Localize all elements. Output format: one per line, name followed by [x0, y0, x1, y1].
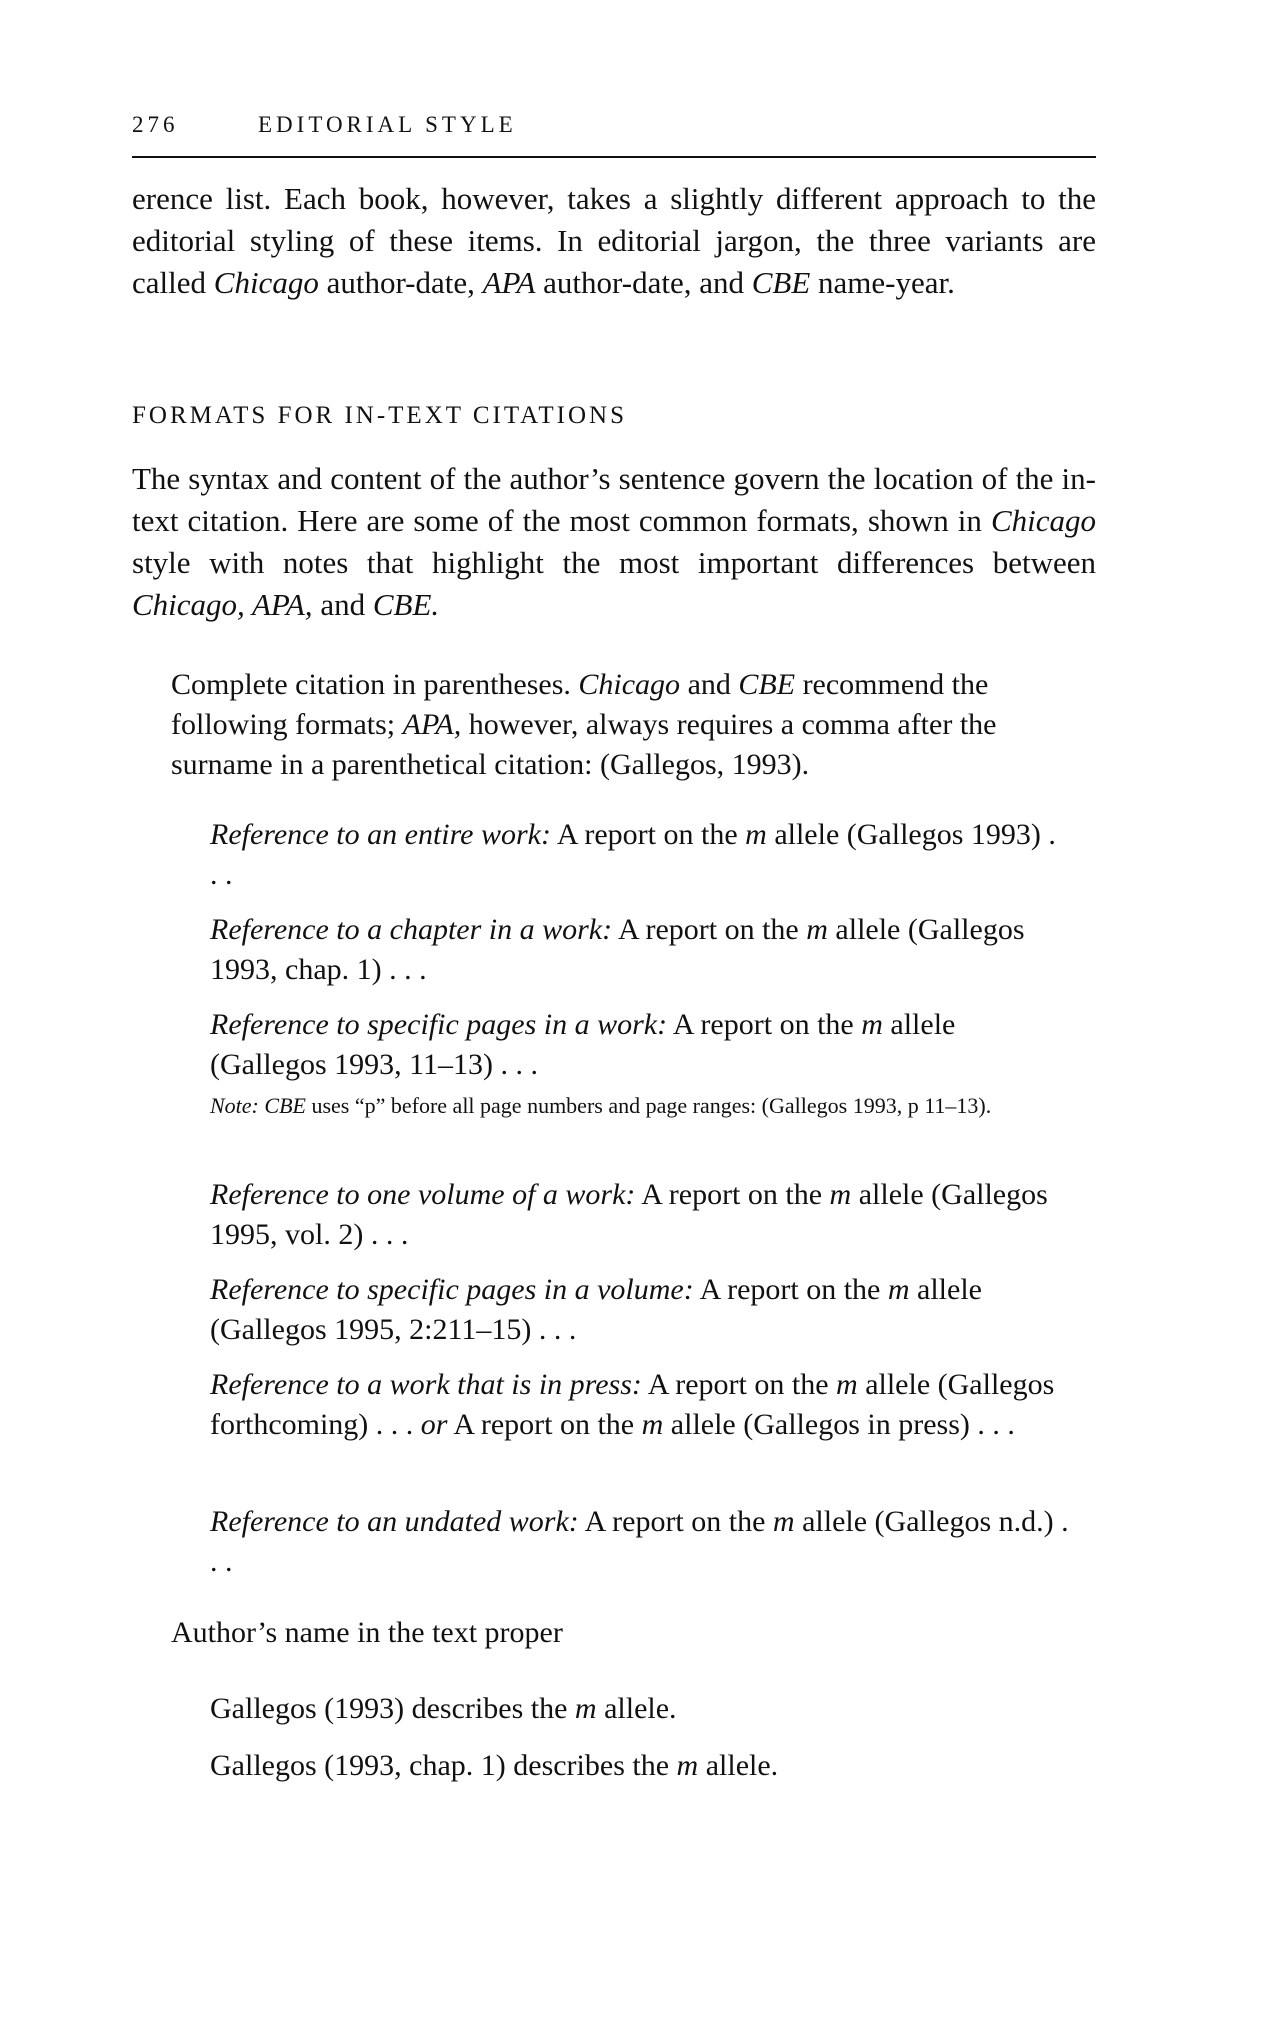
example-entire-work: Reference to an entire work: A report on the m allele (Gallegos 1993) . . . — [210, 818, 1056, 891]
running-head — [132, 112, 1096, 158]
example-chapter: Reference to a chapter in a work: A report on the m allele (Gallegos 1993, chap. 1) . . . — [210, 913, 1025, 986]
section-intro-paragraph: The syntax and content of the author’s sentence govern the location of the in-text citation. Here are some of the most common formats, shown in Chicago style with notes that highlight the most important differences between Chicago, APA, and CBE. — [132, 461, 1096, 622]
example-in-press: Reference to a work that is in press: A report on the m allele (Gallegos forthcoming) . . . or A report on the m allele (Gallegos in press) . . . — [210, 1368, 1055, 1441]
section-heading: FORMATS FOR IN-TEXT CITATIONS — [132, 402, 627, 429]
author-name-heading: Author’s name in the text proper — [171, 1616, 563, 1649]
example-specific-pages: Reference to specific pages in a work: A report on the m allele (Gallegos 1993, 11–13) . . . — [210, 1008, 956, 1081]
example-undated: Reference to an undated work: A report on the m allele (Gallegos n.d.) . . . — [210, 1505, 1069, 1578]
complete-citation-paragraph: Complete citation in parentheses. Chicago and CBE recommend the following formats; APA, however, always requires a comma after the surname in a parenthetical citation: (Gallegos, 1993). — [171, 668, 997, 781]
running-head-title: EDITORIAL STYLE — [258, 112, 517, 137]
page-number: 276 — [132, 112, 179, 137]
example-pages-in-volume: Reference to specific pages in a volume: A report on the m allele (Gallegos 1995, 2:211–15) . . . — [210, 1273, 982, 1346]
cbe-note: Note: CBE uses “p” before all page numbers and page ranges: (Gallegos 1993, p 11–13). — [210, 1093, 992, 1118]
author-example-1: Gallegos (1993) describes the m allele. — [210, 1692, 677, 1725]
intro-paragraph: erence list. Each book, however, takes a slightly different approach to the editorial styling of these items. In editorial jargon, the three variants are called Chicago author-date, APA author-date, and CBE name-year. — [132, 181, 1096, 300]
author-example-2: Gallegos (1993, chap. 1) describes the m allele. — [210, 1749, 779, 1782]
example-one-volume: Reference to one volume of a work: A report on the m allele (Gallegos 1995, vol. 2) . . . — [210, 1178, 1048, 1251]
